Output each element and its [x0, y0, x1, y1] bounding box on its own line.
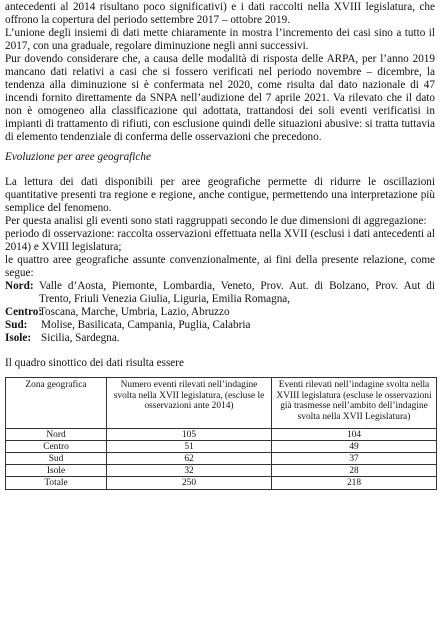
region-list: Toscana, Marche, Umbria, Lazio, Abruzzo: [39, 306, 230, 318]
cell-xvii: 32: [107, 465, 272, 477]
table-intro: Il quadro sinottico dei dati risulta essere: [5, 357, 184, 369]
table-header-row: [6, 378, 437, 429]
paragraph-areas-intro: le quattro aree geografiche assunte convenzionalmente, ai fini della presente relazione, come segue:: [5, 254, 435, 279]
cell-xviii: 28: [272, 465, 437, 477]
cell-xviii: 104: [272, 429, 437, 441]
region-centro: [5, 306, 435, 319]
document-page: [5, 0, 435, 490]
cell-xvii: 51: [107, 441, 272, 453]
region-sud: [5, 319, 435, 332]
summary-table: [5, 377, 437, 490]
region-list: Valle d’Aosta, Piemonte, Lombardia, Veneto, Prov. Aut. di Bolzano, Prov. Aut di Trento, Friuli Venezia Giulia, Liguria, Emilia Romagna,: [39, 280, 435, 305]
cell-xvii: 250: [107, 477, 272, 490]
header-xviii: Eventi rilevati nell’indagine svolta nella XVIII legislatura (escluse le osservazioni già trasmesse nell’ambito dell’indagine svolta nella XVII Legislatura): [272, 378, 437, 429]
cell-xviii: 49: [272, 441, 437, 453]
cell-xviii: 37: [272, 453, 437, 465]
cell-zone: Totale: [6, 477, 107, 490]
region-name: Isole:: [5, 332, 32, 344]
cell-xvii: 105: [107, 429, 272, 441]
cell-zone: Isole: [6, 465, 107, 477]
paragraph-geographic-reading: La lettura dei dati disponibili per aree geografiche permette di ridurre le oscillazioni quantitative presenti tra regione e regione, anche contigue, permettendo una interpretazione più semplice del fenomeno.: [5, 176, 435, 214]
cell-xviii: 218: [272, 477, 437, 490]
region-list: Molise, Basilicata, Campania, Puglia, Calabria: [41, 319, 251, 331]
paragraph-data-union: L’unione degli insiemi di dati mette chiaramente in mostra l’incremento dei casi sino a tutto il 2017, con una graduale, regolare diminuzione negli anni successivi.: [5, 27, 435, 52]
table-row: [6, 465, 437, 477]
section-heading: Evoluzione per aree geografiche: [5, 151, 151, 163]
header-xvii: Numero eventi rilevati nell’indagine svolta nella XVII legislatura, (escluse le osservazioni ante 2014): [107, 378, 272, 429]
cell-xvii: 62: [107, 453, 272, 465]
table-row: [6, 441, 437, 453]
header-zone: Zona geografica: [6, 378, 107, 429]
region-name: Sud:: [5, 319, 28, 331]
paragraph-observation-period: periodo di osservazione: raccolta osservazioni effettuata nella XVII (esclusi i dati antecedenti al 2014) e XVIII legislatura;: [5, 228, 435, 253]
table-row: [6, 453, 437, 465]
table-row-total: [6, 477, 437, 490]
paragraph-arpa-trend: Pur dovendo considerare che, a causa delle modalità di risposta delle ARPA, per l’anno 2019 mancano dati relativi a casi che si fossero verificati nel periodo novembre – dicembre, la tendenza alla diminuzione si è confermata nel 2020, come risulta dal dato nazionale di 47 incendi fornito direttamente da SNPA nell’audizione del 7 aprile 2021. Va rilevato che il dato non è omogeneo alla classificazione qui adottata, trattandosi dei soli eventi verificatisi in impianti di trattamento di rifiuti, con esclusione quindi delle situazioni abusive: si tratta tuttavia di elemento tendenziale di conferma delle osservazioni che precedono.: [5, 53, 435, 143]
region-name: Centro:: [5, 306, 43, 318]
cell-zone: Sud: [6, 453, 107, 465]
region-nord: [5, 280, 435, 306]
region-list: Sicilia, Sardegna.: [41, 332, 120, 344]
paragraph-legislature-data: antecedenti al 2014 risultano poco significativi) e i dati raccolti nella XVIII legislatura, che offrono la copertura del periodo settembre 2017 – ottobre 2019.: [5, 1, 435, 26]
paragraph-aggregation-intro: Per questa analisi gli eventi sono stati raggruppati secondo le due dimensioni di aggregazione:: [5, 215, 427, 227]
cell-zone: Centro: [6, 441, 107, 453]
table-row: [6, 429, 437, 441]
region-name: Nord:: [5, 280, 34, 292]
cell-zone: Nord: [6, 429, 107, 441]
region-isole: [5, 332, 435, 345]
